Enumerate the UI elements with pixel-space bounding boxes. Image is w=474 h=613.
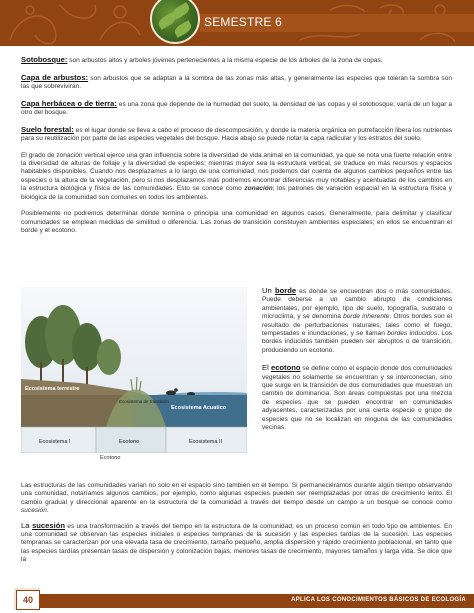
paragraph-arbustos: Capa de arbustos: son arbustos que se adaptan a la sombra de las zonas más altas, y generalmente las especies que toleran la sombra son las que sobrevivirán. <box>21 72 452 90</box>
label-acuatico: Ecosistema Acuatico <box>171 405 227 411</box>
figure-caption: Ecotono <box>100 455 121 461</box>
side-column <box>262 287 452 442</box>
paragraph-suelo: Suelo forestal: es el lugar donde se lleva a cabo el proceso de descomposición, y donde la materia orgánica en putrefacción libera los nutrientes para su reutilización por parte de las especies vegetales del bosque. Hacia abajo se puede notar la capa radicular y los estratos del suelo. <box>21 124 453 142</box>
paragraph-sucesion: La sucesión es una transformación a través del tiempo en la estructura de la comunidad; es un proceso común en todo tipo de ambientes. En una comunidad se observan las especies iniciales o especies tempranas de la sucesión y las especies tardías de la sucesión. Las especies tempranas se caracterizan por una elevada tasa de crecimiento, tamaño pequeño, amplia dispersión y rápido crecimiento poblacional, en tanto que las especies tardías presentan tasas de dispersión y colonización bajas, menores tasas de crecimiento, mayores tamaños y larga vida. Se dice que la <box>21 520 452 564</box>
paragraph-zonacion: El grado de zonación vertical ejerce una gran influencia sobre la diversidad de vida animal en la comunidad, ya que se nota una fuerte relación entre la diversidad de alturas de follaje y la diversidad de especies; mientras mayor sea la estructura vertical, se traduce en más recursos y espacios habitables disponibles. Cuando nos desplazamos a lo largo de una comunidad, nos podemos dar cuenta de algunos cambios pequeños entre las especies o la altura de la vegetación, pero si nos desplazamos más podremos encontrar diferencias muy notables y acentuadas de los cambios en la estructura biológica y física de las comunidades. Esto se conoce como zonación; los patrones de variación espacial en la estructura física y biológica de la comunidad son comunes en todos los ambientes. <box>21 151 452 201</box>
paragraph-sotobosque: Sotobosque: son arbustos altos y arboles jóvenes pertenecientes a la misma especie de los árboles de la zona de copas. <box>21 55 383 64</box>
semester-title: SEMESTRE 6 <box>204 15 283 29</box>
page-footer <box>0 585 474 613</box>
label-ecosistema-2: Ecosistema II <box>189 439 223 445</box>
paragraph-ecotono: El ecotono se define como el espacio donde dos comunidades vegetales no solamente se encuentran y se interconectan, sino que surge en la transición de dos comunidades que muestran un cambio de dominancia. Son áreas compuestas por una mezcla de especies que se pueden encontrar en comunidades adyacentes, caracterizadas por una cierta especie o grupo de especies que no se localizan en ninguna de las comunidades vecinas. <box>262 363 452 432</box>
lower-text <box>21 482 452 571</box>
page-header <box>0 0 474 46</box>
footer-title: APLICA LOS CONOCIMIENTOS BÁSICOS DE ECOLOGÍA <box>291 597 466 603</box>
label-transicion: Ecosistema de transición <box>119 399 170 404</box>
main-text <box>21 56 452 244</box>
paragraph-borde: Un borde es donde se encuentran dos o más comunidades. Puede deberse a un cambio abrupto de condiciones ambientales, por ejemplo, tipo de suelo, topografía, sustrato o microclima, y se denomina borde inherente. Otros bordes son el resultado de perturbaciones naturales, tales como el fuego, tempestades e inundaciones, y se llaman bordes inducidos. Los bordes inducidos también pueden ser abruptos o de transición, produciendo un ecotono. <box>262 286 452 354</box>
page-number: 40 <box>16 590 40 610</box>
paragraph-herbacea: Capa herbácea o de tierra: es una zona que depende de la humedad del suelo, la densidad de las copas y el sotobosque; varía de un lugar a otro del bosque. <box>21 98 452 116</box>
label-ecosistema-1: Ecosistema I <box>39 439 71 445</box>
paragraph-tiempo: Las estructuras de las comunidades varían no solo en el espacio sino también en el tiempo. Si permaneciéramos durante algún tiempo observando una comunidad, notaríamos algunos cambios, por ejemplo, como algunas especies pueden ser reemplazadas por otras de crecimiento lento. El cambio gradual y direccional aparente en la estructura de la comunidad a través del tiempo desde un campo a un bosque se conoce como sucesión. <box>21 482 452 515</box>
label-ecotono: Ecotono <box>119 439 140 445</box>
label-terrestre: Ecosistema terrestre <box>25 386 80 392</box>
paragraph-ecotono-intro: Posiblemente no podremos determinar dónde termina o principia una comunidad en algunos casos. Generalmente, para delimitar y clasificar comunidades se emplean medidas de similitud o diferencia. Las zonas de transición constituyen ambientes especiales; en ellos se encuentran el borde y el ecotono. <box>21 210 452 235</box>
ecotono-figure <box>21 287 247 453</box>
